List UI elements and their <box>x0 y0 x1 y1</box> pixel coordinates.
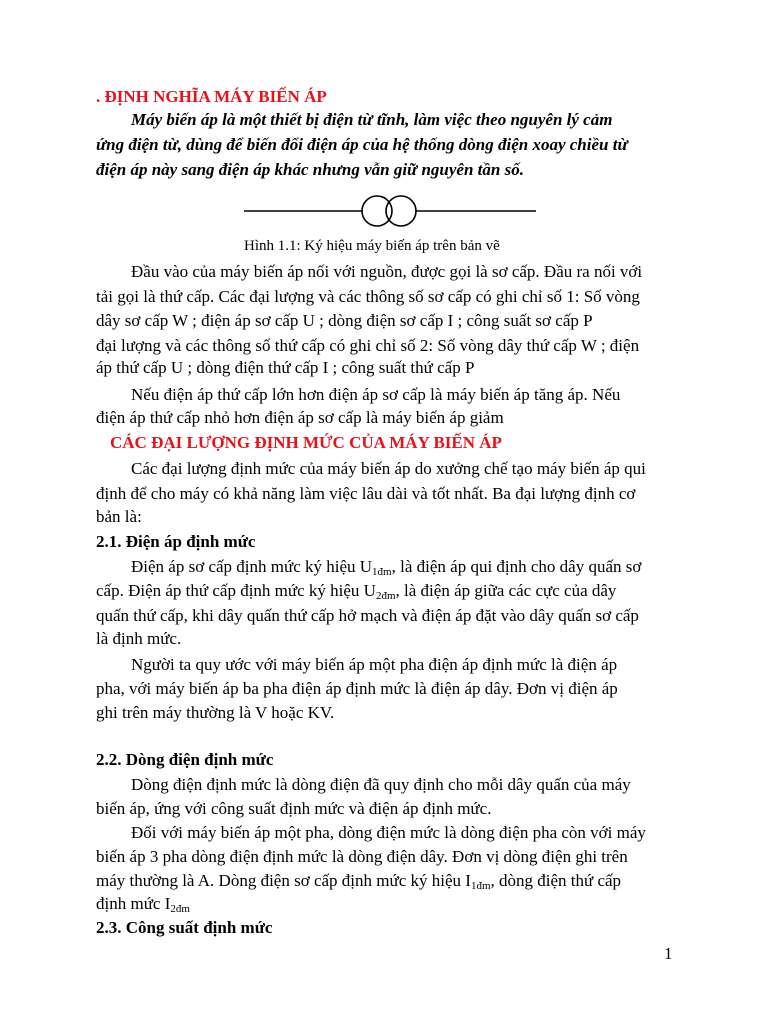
text-run: cấp. Điện áp thứ cấp định mức ký hiệu U <box>96 581 376 600</box>
paragraph-line: định để cho máy có khả năng làm việc lâu dài và tốt nhất. Ba đại lượng định cơ <box>96 484 636 503</box>
section-title-2-1: 2.1. Điện áp định mức <box>96 532 256 551</box>
text-run: , dòng điện thứ cấp <box>490 871 622 890</box>
section-title-2-2: 2.2. Dòng điện định mức <box>96 750 274 769</box>
paragraph-line: Dòng điện định mức là dòng điện đã quy định cho mỗi dây quấn của máy <box>131 775 631 794</box>
subscript: 2đm <box>170 903 190 915</box>
paragraph-line: biến áp 3 pha dòng điện định mức là dòng điện dây. Đơn vị dòng điện ghi trên <box>96 847 628 866</box>
text-run: , là điện áp giữa các cực của dây <box>395 581 617 600</box>
paragraph-line: đại lượng và các thông số thứ cấp có ghi chỉ số 2: Số vòng dây thứ cấp W ; điện <box>96 336 640 355</box>
text-run: máy thường là A. Dòng điện sơ cấp định mức ký hiệu I <box>96 871 471 890</box>
paragraph-line <box>96 580 616 602</box>
paragraph-line: Đầu vào của máy biến áp nối với nguồn, được gọi là sơ cấp. Đầu ra nối với <box>131 262 643 281</box>
subscript: 1đm <box>470 880 491 892</box>
definition-line: Máy biến áp là một thiết bị điện từ tĩnh, làm việc theo nguyên lý cảm <box>131 110 613 129</box>
subscript: 1đm <box>372 566 392 578</box>
paragraph-line: Nếu điện áp thứ cấp lớn hơn điện áp sơ cấp là máy biến áp tăng áp. Nếu <box>131 385 621 404</box>
subscript: 2đm <box>375 590 396 602</box>
paragraph-line: Đối với máy biến áp một pha, dòng điện mức là dòng điện pha còn với máy <box>131 823 646 842</box>
paragraph-line: áp thứ cấp U ; dòng điện thứ cấp I ; công suất thứ cấp P <box>96 358 475 377</box>
definition-line: ứng điện từ, dùng để biến đổi điện áp của hệ thống dòng điện xoay chiều từ <box>96 135 628 154</box>
paragraph-line: ghi trên máy thường là V hoặc KV. <box>96 703 335 722</box>
heading-definition: . ĐỊNH NGHĨA MÁY BIẾN ÁP <box>96 87 327 106</box>
text-run: định mức I <box>96 894 171 913</box>
paragraph-line: pha, với máy biến áp ba pha điện áp định mức là điện áp dây. Đơn vị điện áp <box>96 679 618 698</box>
paragraph-line: Các đại lượng định mức của máy biến áp do xưởng chế tạo máy biến áp qui <box>131 459 646 478</box>
paragraph-line: tải gọi là thứ cấp. Các đại lượng và các thông số sơ cấp có ghi chỉ số 1: Số vòng <box>96 287 640 306</box>
paragraph-line <box>131 556 641 578</box>
figure-caption: Hình 1.1: Ký hiệu máy biến áp trên bản vẽ <box>244 238 500 254</box>
page-number: 1 <box>664 944 673 963</box>
paragraph-line: Người ta quy ước với máy biến áp một pha điện áp định mức là điện áp <box>131 655 618 674</box>
paragraph-line: dây sơ cấp W ; điện áp sơ cấp U ; dòng điện sơ cấp I ; công suất sơ cấp P <box>96 311 593 330</box>
paragraph-line: là định mức. <box>96 629 182 648</box>
section-title-2-3: 2.3. Công suất định mức <box>96 918 273 937</box>
paragraph-line: điện áp thứ cấp nhỏ hơn điện áp sơ cấp là máy biến áp giảm <box>96 408 504 427</box>
paragraph-line <box>96 893 190 915</box>
paragraph-line: bản là: <box>96 507 142 526</box>
heading-rated-quantities: CÁC ĐẠI LƯỢNG ĐỊNH MỨC CỦA MÁY BIẾN ÁP <box>110 433 502 452</box>
transformer-symbol-icon <box>244 194 536 228</box>
paragraph-line: quấn thứ cấp, khi dây quấn thứ cấp hở mạch và điện áp đặt vào dây quấn sơ cấp <box>96 606 639 625</box>
paragraph-line <box>96 870 621 892</box>
text-run: , là điện áp qui định cho dây quấn sơ <box>391 557 642 576</box>
definition-line: điện áp này sang điện áp khác nhưng vẫn giữ nguyên tần số. <box>96 160 524 179</box>
paragraph-line: biến áp, ứng với công suất định mức và điện áp định mức. <box>96 799 492 818</box>
text-run: Điện áp sơ cấp định mức ký hiệu U <box>131 557 373 576</box>
